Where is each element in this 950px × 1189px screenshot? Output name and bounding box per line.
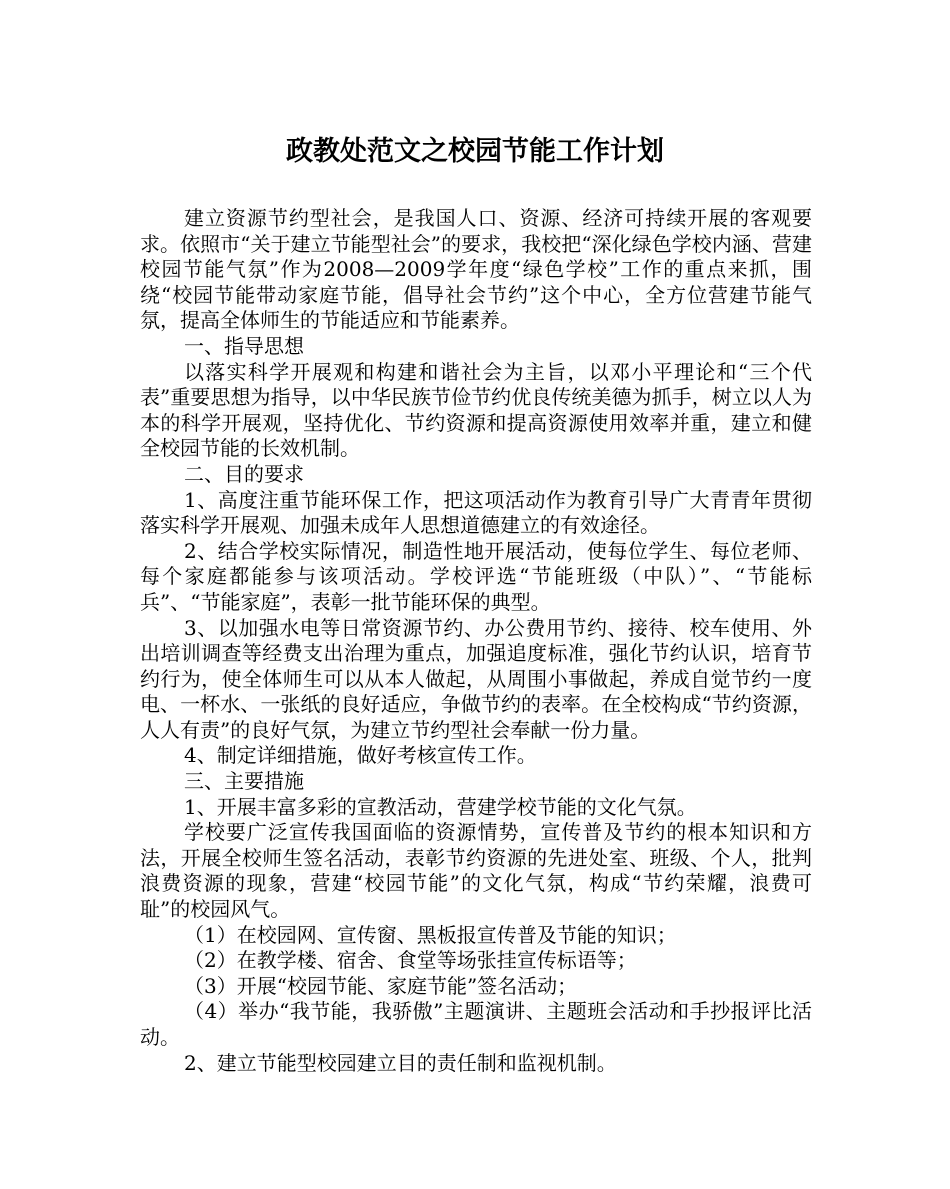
measure-sub-item: （2）在教学楼、宿舍、食堂等场张挂宣传标语等； <box>184 948 637 973</box>
section-heading-goals: 二、目的要求 <box>184 461 304 486</box>
goal-item: 3、以加强水电等日常资源节约、办公费用节约、接待、校车使用、外出培训调查等经费支出治理为重点，加强追度标准，强化节约认识，培育节约行为，使全体师生可以从本人做起，从周围小事做起，养成自觉节约一度电、一杯水、一张纸的良好适应，争做节约的表率。在全校构成“节约资源，人人有责”的良好气氛，为建立节约型社会奉献一份力量。 <box>140 615 812 742</box>
section-heading-measures: 三、主要措施 <box>184 769 304 794</box>
page-title: 政教处范文之校园节能工作计划 <box>286 136 664 167</box>
section-heading-guiding-ideology: 一、指导思想 <box>184 333 304 358</box>
measure-sub-item: （3）开展“校园节能、家庭节能”签名活动； <box>184 973 578 998</box>
document-body <box>140 206 812 1076</box>
intro-paragraph: 建立资源节约型社会，是我国人口、资源、经济可持续开展的客观要求。依照市“关于建立节能型社会”的要求，我校把“深化绿色学校内涵、营建校园节能气氛”作为2008—2009学年度“绿色学校”工作的重点来抓，围绕“校园节能带动家庭节能，倡导社会节约”这个中心，全方位营建节能气氛，提高全体师生的节能适应和节能素养。 <box>140 206 812 333</box>
measure-sub-item: （1）在校园网、宣传窗、黑板报宣传普及节能的知识； <box>184 922 677 947</box>
measure-item: 1、开展丰富多彩的宣教活动，营建学校节能的文化气氛。 <box>184 794 697 819</box>
guiding-ideology-paragraph: 以落实科学开展观和构建和谐社会为主旨，以邓小平理论和“三个代表”重要思想为指导，以中华民族节俭节约优良传统美德为抓手，树立以人为本的科学开展观，坚持优化、节约资源和提高资源使用效率并重，建立和健全校园节能的长效机制。 <box>140 359 812 461</box>
measure-sub-item: （4）举办“我节能，我骄傲”主题演讲、主题班会活动和手抄报评比活动。 <box>140 999 812 1049</box>
goal-item: 1、高度注重节能环保工作，把这项活动作为教育引导广大青青年贯彻落实科学开展观、加强未成年人思想道德建立的有效途径。 <box>140 487 812 538</box>
goal-item: 4、制定详细措施，做好考核宣传工作。 <box>184 743 537 768</box>
measure-item: 2、建立节能型校园建立目的责任制和监视机制。 <box>184 1050 617 1075</box>
goal-item: 2、结合学校实际情况，制造性地开展活动，使每位学生、每位老师、每个家庭都能参与该项活动。学校评选“节能班级（中队）”、“节能标兵”、“节能家庭”，表彰一批节能环保的典型。 <box>140 538 812 614</box>
measure-paragraph: 学校要广泛宣传我国面临的资源情势，宣传普及节约的根本知识和方法，开展全校师生签名活动，表彰节约资源的先进处室、班级、个人，批判浪费资源的现象，营建“校园节能”的文化气氛，构成“节约荣耀，浪费可耻”的校园风气。 <box>140 820 812 922</box>
